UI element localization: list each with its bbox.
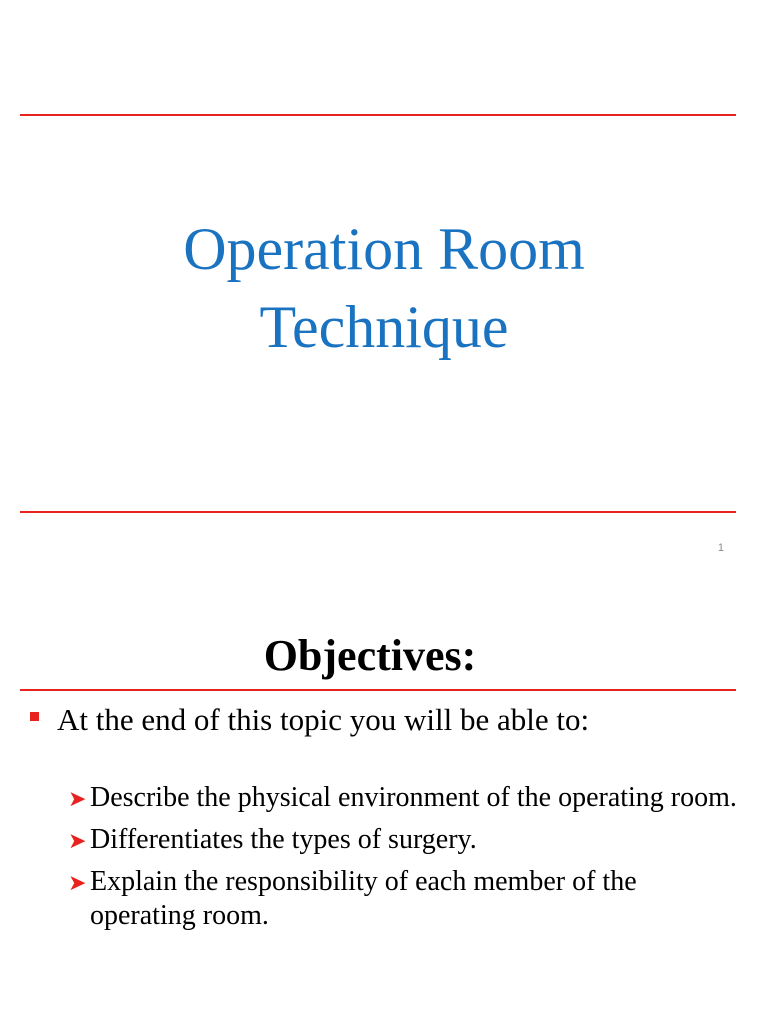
page-number: 1 (717, 542, 724, 554)
intro-bullet-text: At the end of this topic you will be able to: (57, 702, 590, 737)
slide-title-line-2: Technique (259, 294, 509, 360)
slide-title (0, 210, 768, 366)
top-divider-line (20, 114, 736, 116)
arrow-bullet-icon: ➤ (68, 829, 87, 854)
objectives-list (68, 781, 748, 941)
list-item (68, 865, 748, 933)
objective-text: Differentiates the types of surgery. (90, 824, 477, 855)
list-item (68, 823, 748, 857)
objectives-heading: Objectives: (263, 631, 477, 680)
objective-text: Explain the responsibility of each member of the operating room. (90, 866, 637, 931)
list-item (68, 781, 748, 815)
square-bullet-icon (30, 712, 39, 721)
slide-title-line-1: Operation Room (183, 216, 585, 282)
arrow-bullet-icon: ➤ (68, 787, 87, 812)
arrow-bullet-icon: ➤ (68, 871, 87, 896)
objective-text: Describe the physical environment of the operating room. (90, 782, 737, 813)
objectives-divider-line (20, 689, 736, 691)
bottom-divider-line (20, 511, 736, 513)
